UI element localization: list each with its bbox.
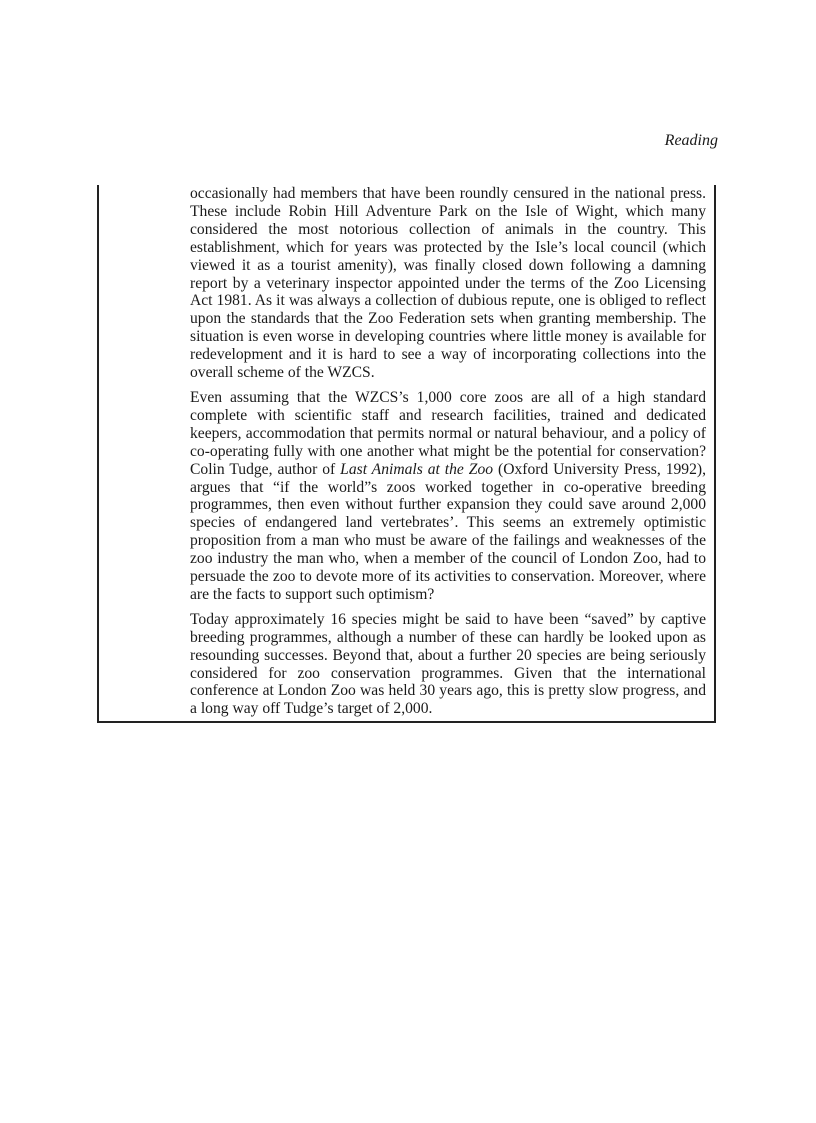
paragraph-2-part-2: (Oxford University Press, 1992), argues that “if the world”s zoos worked together in co-operative breeding programmes, then even without further expansion they could save around 2,000 species of endangered land vertebrates’. This seems an extremely optimistic proposition from a man who must be aware of the failings and weaknesses of the zoo industry the man who, when a member of the council of London Zoo, had to persuade the zoo to devote more of its activities to conservation. Moreover, where are the facts to support such optimism? [190,460,706,603]
reading-passage [190,185,706,718]
reading-passage-box [97,185,716,723]
paragraph-2 [190,389,706,604]
book-title: Last Animals at the Zoo [340,460,494,478]
paragraph-3: Today approximately 16 species might be said to have been “saved” by captive breeding programmes, although a number of these can hardly be looked upon as resounding successes. Beyond that, about a further 20 species are being seriously considered for zoo conservation programmes. Given that the international conference at London Zoo was held 30 years ago, this is pretty slow progress, and a long way off Tudge’s target of 2,000. [190,610,706,718]
running-head: Reading [664,132,718,149]
paragraph-2-part-1: Even assuming that the WZCS’s 1,000 core zoos are all of a high standard complete with scientific staff and research facilities, trained and dedicated keepers, accommodation that permits normal or natural behaviour, and a policy of co-operating fully with one another what might be the potential for conservation? Colin Tudge, author of [190,388,706,478]
paragraph-1: occasionally had members that have been roundly censured in the national press. These include Robin Hill Adventure Park on the Isle of Wight, which many considered the most notorious collection of animals in the country. This establishment, which for years was protected by the Isle’s local council (which viewed it as a tourist amenity), was finally closed down following a damning report by a veterinary inspector appointed under the terms of the Zoo Licensing Act 1981. As it was always a collection of dubious repute, one is obliged to reflect upon the standards that the Zoo Federation sets when granting membership. The situation is even worse in developing countries where little money is available for redevelopment and it is hard to see a way of incorporating collections into the overall scheme of the WZCS. [190,185,706,382]
